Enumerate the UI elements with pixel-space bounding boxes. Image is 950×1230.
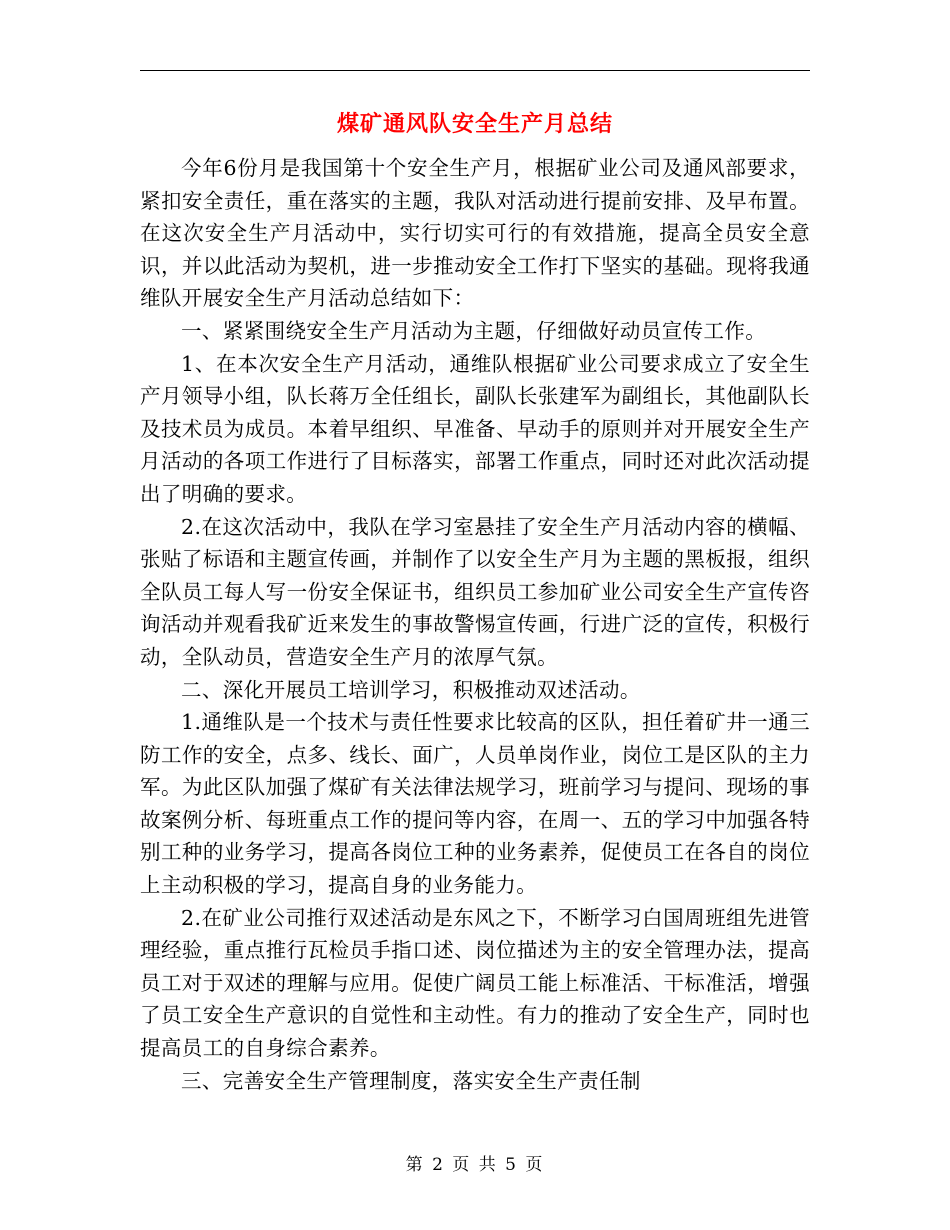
section-heading-2: 二、深化开展员工培训学习，积极推动双述活动。: [181, 677, 641, 702]
document-title: 煤矿通风队安全生产月总结: [336, 111, 613, 137]
paragraph-2-1: 1.通维队是一个技术与责任性要求比较高的区队，担任着矿井一通三防工作的安全，点多、线长、面广，人员单岗作业，岗位工是区队的主力军。为此区队加强了煤矿有关法律法规学习，班前学习与提问、现场的事故案例分析、每班重点工作的提问等内容，在周一、五的学习中加强各特别工种的业务学习，提高各岗位工种的业务素养，促使员工在各自的岗位上主动积极的学习，提高自身的业务能力。: [140, 710, 810, 898]
paragraph-intro: 今年6份月是我国第十个安全生产月，根据矿业公司及通风部要求，紧扣安全责任，重在落实的主题，我队对活动进行提前安排、及早布置。在这次安全生产月活动中，实行切实可行的有效措施，提高全员安全意识，并以此活动为契机，进一步推动安全工作打下坚实的基础。现将我通维队开展安全生产月活动总结如下：: [140, 156, 810, 311]
section-heading-3: 三、完善安全生产管理制度，落实安全生产责任制: [181, 1068, 641, 1093]
paragraph-2-2: 2.在矿业公司推行双述活动是东风之下，不断学习白国周班组先进管理经验，重点推行瓦检员手指口述、岗位描述为主的安全管理办法，提高员工对于双述的理解与应用。促使广阔员工能上标准活、干标准活，增强了员工安全生产意识的自觉性和主动性。有力的推动了安全生产，同时也提高员工的自身综合素养。: [140, 905, 810, 1061]
header-rule: [140, 70, 810, 71]
paragraph-1-1: 1、在本次安全生产月活动，通维队根据矿业公司要求成立了安全生产月领导小组，队长蒋万全任组长，副队长张建军为副组长，其他副队长及技术员为成员。本着早组织、早准备、早动手的原则并对开展安全生产月活动的各项工作进行了目标落实，部署工作重点，同时还对此次活动提出了明确的要求。: [140, 351, 810, 506]
section-heading-1: 一、紧紧围绕安全生产月活动为主题，仔细做好动员宣传工作。: [181, 318, 767, 343]
document-body: [140, 152, 810, 1097]
page-footer: 第 2 页 共 5 页: [405, 1155, 545, 1175]
paragraph-1-2: 2.在这次活动中，我队在学习室悬挂了安全生产月活动内容的横幅、张贴了标语和主题宣传画，并制作了以安全生产月为主题的黑板报，组织全队员工每人写一份安全保证书，组织员工参加矿业公司安全生产宣传咨询活动并观看我矿近来发生的事故警惕宣传画，行进广泛的宣传，积极行动，全队动员，营造安全生产月的浓厚气氛。: [140, 514, 810, 669]
